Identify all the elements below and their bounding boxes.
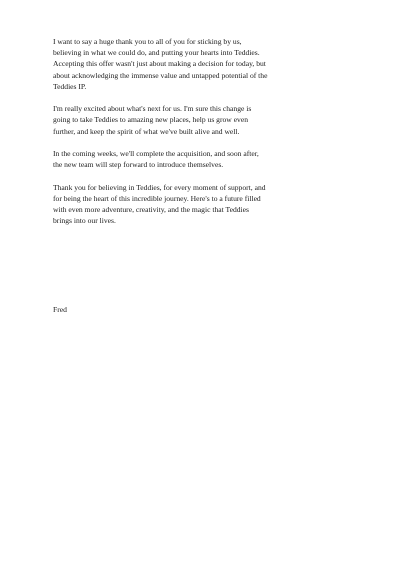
paragraph-acquisition: In the coming weeks, we'll complete the acquisition, and soon after, the new team will step forward to introduce themselves. (53, 149, 259, 170)
paragraph-excitement: I'm really excited about what's next for us. I'm sure this change is going to take Teddies to amazing new places, help us grow even further, and keep the spirit of what we've built alive and well. (53, 104, 252, 136)
letter-body (53, 36, 365, 238)
paragraph-closing: Thank you for believing in Teddies, for every moment of support, and for being the heart of this incredible journey. Here's to a future filled with even more adventure, creativity, and the magic that Teddies brings into our lives. (53, 182, 266, 226)
signature: Fred (53, 305, 67, 314)
paragraph-thanks: I want to say a huge thank you to all of you for sticking by us, believing in what we could do, and putting your hearts into Teddies. Accepting this offer wasn't just about making a decision for today, but about acknowledging the immense value and untapped potential of the Teddies IP. (53, 37, 268, 91)
